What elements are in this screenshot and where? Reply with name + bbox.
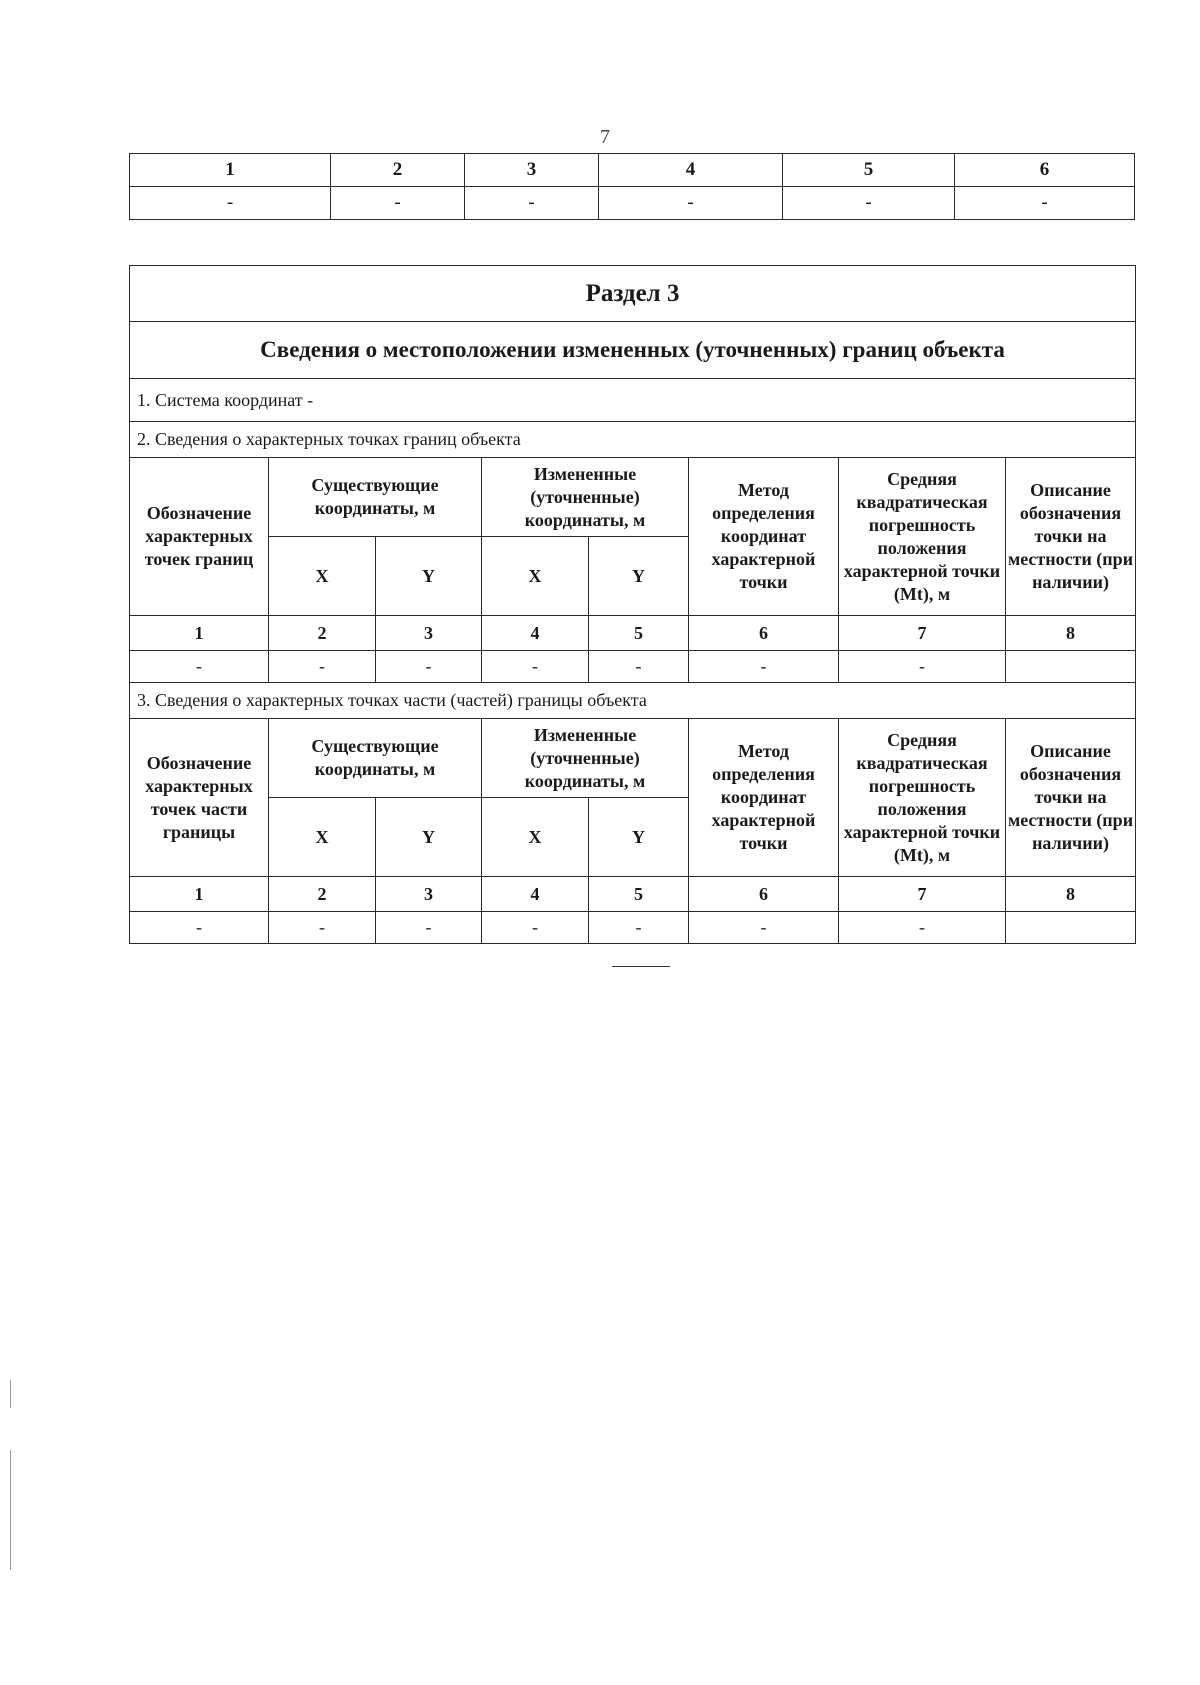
header-x-changed: X [482, 798, 589, 877]
section-3-table [129, 265, 1136, 944]
header-method: Метод определения координат характерной точки [689, 719, 839, 877]
header-error: Средняя квадратическая погрешность положения характерной точки (Mt), м [839, 719, 1006, 877]
header-changed-coords: Измененные (уточненные) координаты, м [482, 458, 689, 537]
table-cell: - [689, 912, 839, 944]
header-existing-coords: Существующие координаты, м [269, 719, 482, 798]
table-row [130, 187, 1135, 220]
continuation-table [129, 153, 1135, 220]
table-cell: - [269, 651, 376, 683]
column-number: 1 [130, 877, 269, 912]
subsection-2-title: 3. Сведения о характерных точках части (частей) границы объекта [130, 683, 1136, 719]
table-cell: - [269, 912, 376, 944]
section-title: Раздел 3 [130, 266, 1136, 322]
table-row [130, 912, 1136, 944]
column-number: 8 [1006, 877, 1136, 912]
table-cell: - [783, 187, 955, 220]
subsection-1-title: 2. Сведения о характерных точках границ объекта [130, 422, 1136, 458]
column-number: 2 [269, 616, 376, 651]
header-designation: Обозначение характерных точек части границы [130, 719, 269, 877]
scan-artifact [10, 1380, 11, 1408]
header-x-existing: X [269, 798, 376, 877]
table-cell: - [689, 651, 839, 683]
col-number-4: 4 [599, 154, 783, 187]
header-method: Метод определения координат характерной точки [689, 458, 839, 616]
header-y-existing: Y [376, 798, 482, 877]
col-number-2: 2 [331, 154, 465, 187]
column-number: 7 [839, 877, 1006, 912]
table-cell: - [589, 912, 689, 944]
table-row [130, 651, 1136, 683]
scan-artifact [10, 1450, 11, 1570]
coordinate-system-row: 1. Система координат - [130, 379, 1136, 422]
column-number: 3 [376, 877, 482, 912]
column-number: 2 [269, 877, 376, 912]
table-cell: - [376, 912, 482, 944]
header-description: Описание обозначения точки на местности (при наличии) [1006, 719, 1136, 877]
header-designation: Обозначение характерных точек границ [130, 458, 269, 616]
column-number: 6 [689, 877, 839, 912]
column-number: 7 [839, 616, 1006, 651]
end-separator-line [612, 966, 670, 967]
col-number-1: 1 [130, 154, 331, 187]
table-cell [1006, 651, 1136, 683]
page-number: 7 [600, 126, 610, 148]
table-cell: - [130, 187, 331, 220]
header-error: Средняя квадратическая погрешность положения характерной точки (Mt), м [839, 458, 1006, 616]
header-x-existing: X [269, 537, 376, 616]
column-numbers-row [130, 616, 1136, 651]
header-y-changed: Y [589, 537, 689, 616]
table-cell: - [589, 651, 689, 683]
column-number: 4 [482, 616, 589, 651]
header-existing-coords: Существующие координаты, м [269, 458, 482, 537]
column-numbers-row [130, 877, 1136, 912]
table-cell: - [839, 651, 1006, 683]
table-cell: - [482, 912, 589, 944]
header-changed-coords: Измененные (уточненные) координаты, м [482, 719, 689, 798]
table-cell: - [955, 187, 1135, 220]
table-cell: - [482, 651, 589, 683]
header-x-changed: X [482, 537, 589, 616]
col-number-5: 5 [783, 154, 955, 187]
table-cell: - [130, 912, 269, 944]
section-subtitle: Сведения о местоположении измененных (уточненных) границ объекта [130, 322, 1136, 379]
table-cell: - [465, 187, 599, 220]
header-y-existing: Y [376, 537, 482, 616]
column-number: 4 [482, 877, 589, 912]
table-cell: - [130, 651, 269, 683]
table-cell: - [331, 187, 465, 220]
table-header-row [130, 154, 1135, 187]
column-number: 6 [689, 616, 839, 651]
table-cell [1006, 912, 1136, 944]
column-number: 8 [1006, 616, 1136, 651]
column-number: 1 [130, 616, 269, 651]
col-number-6: 6 [955, 154, 1135, 187]
column-number: 5 [589, 877, 689, 912]
table-cell: - [376, 651, 482, 683]
table-cell: - [599, 187, 783, 220]
header-y-changed: Y [589, 798, 689, 877]
table-cell: - [839, 912, 1006, 944]
column-number: 5 [589, 616, 689, 651]
col-number-3: 3 [465, 154, 599, 187]
header-description: Описание обозначения точки на местности (при наличии) [1006, 458, 1136, 616]
column-number: 3 [376, 616, 482, 651]
